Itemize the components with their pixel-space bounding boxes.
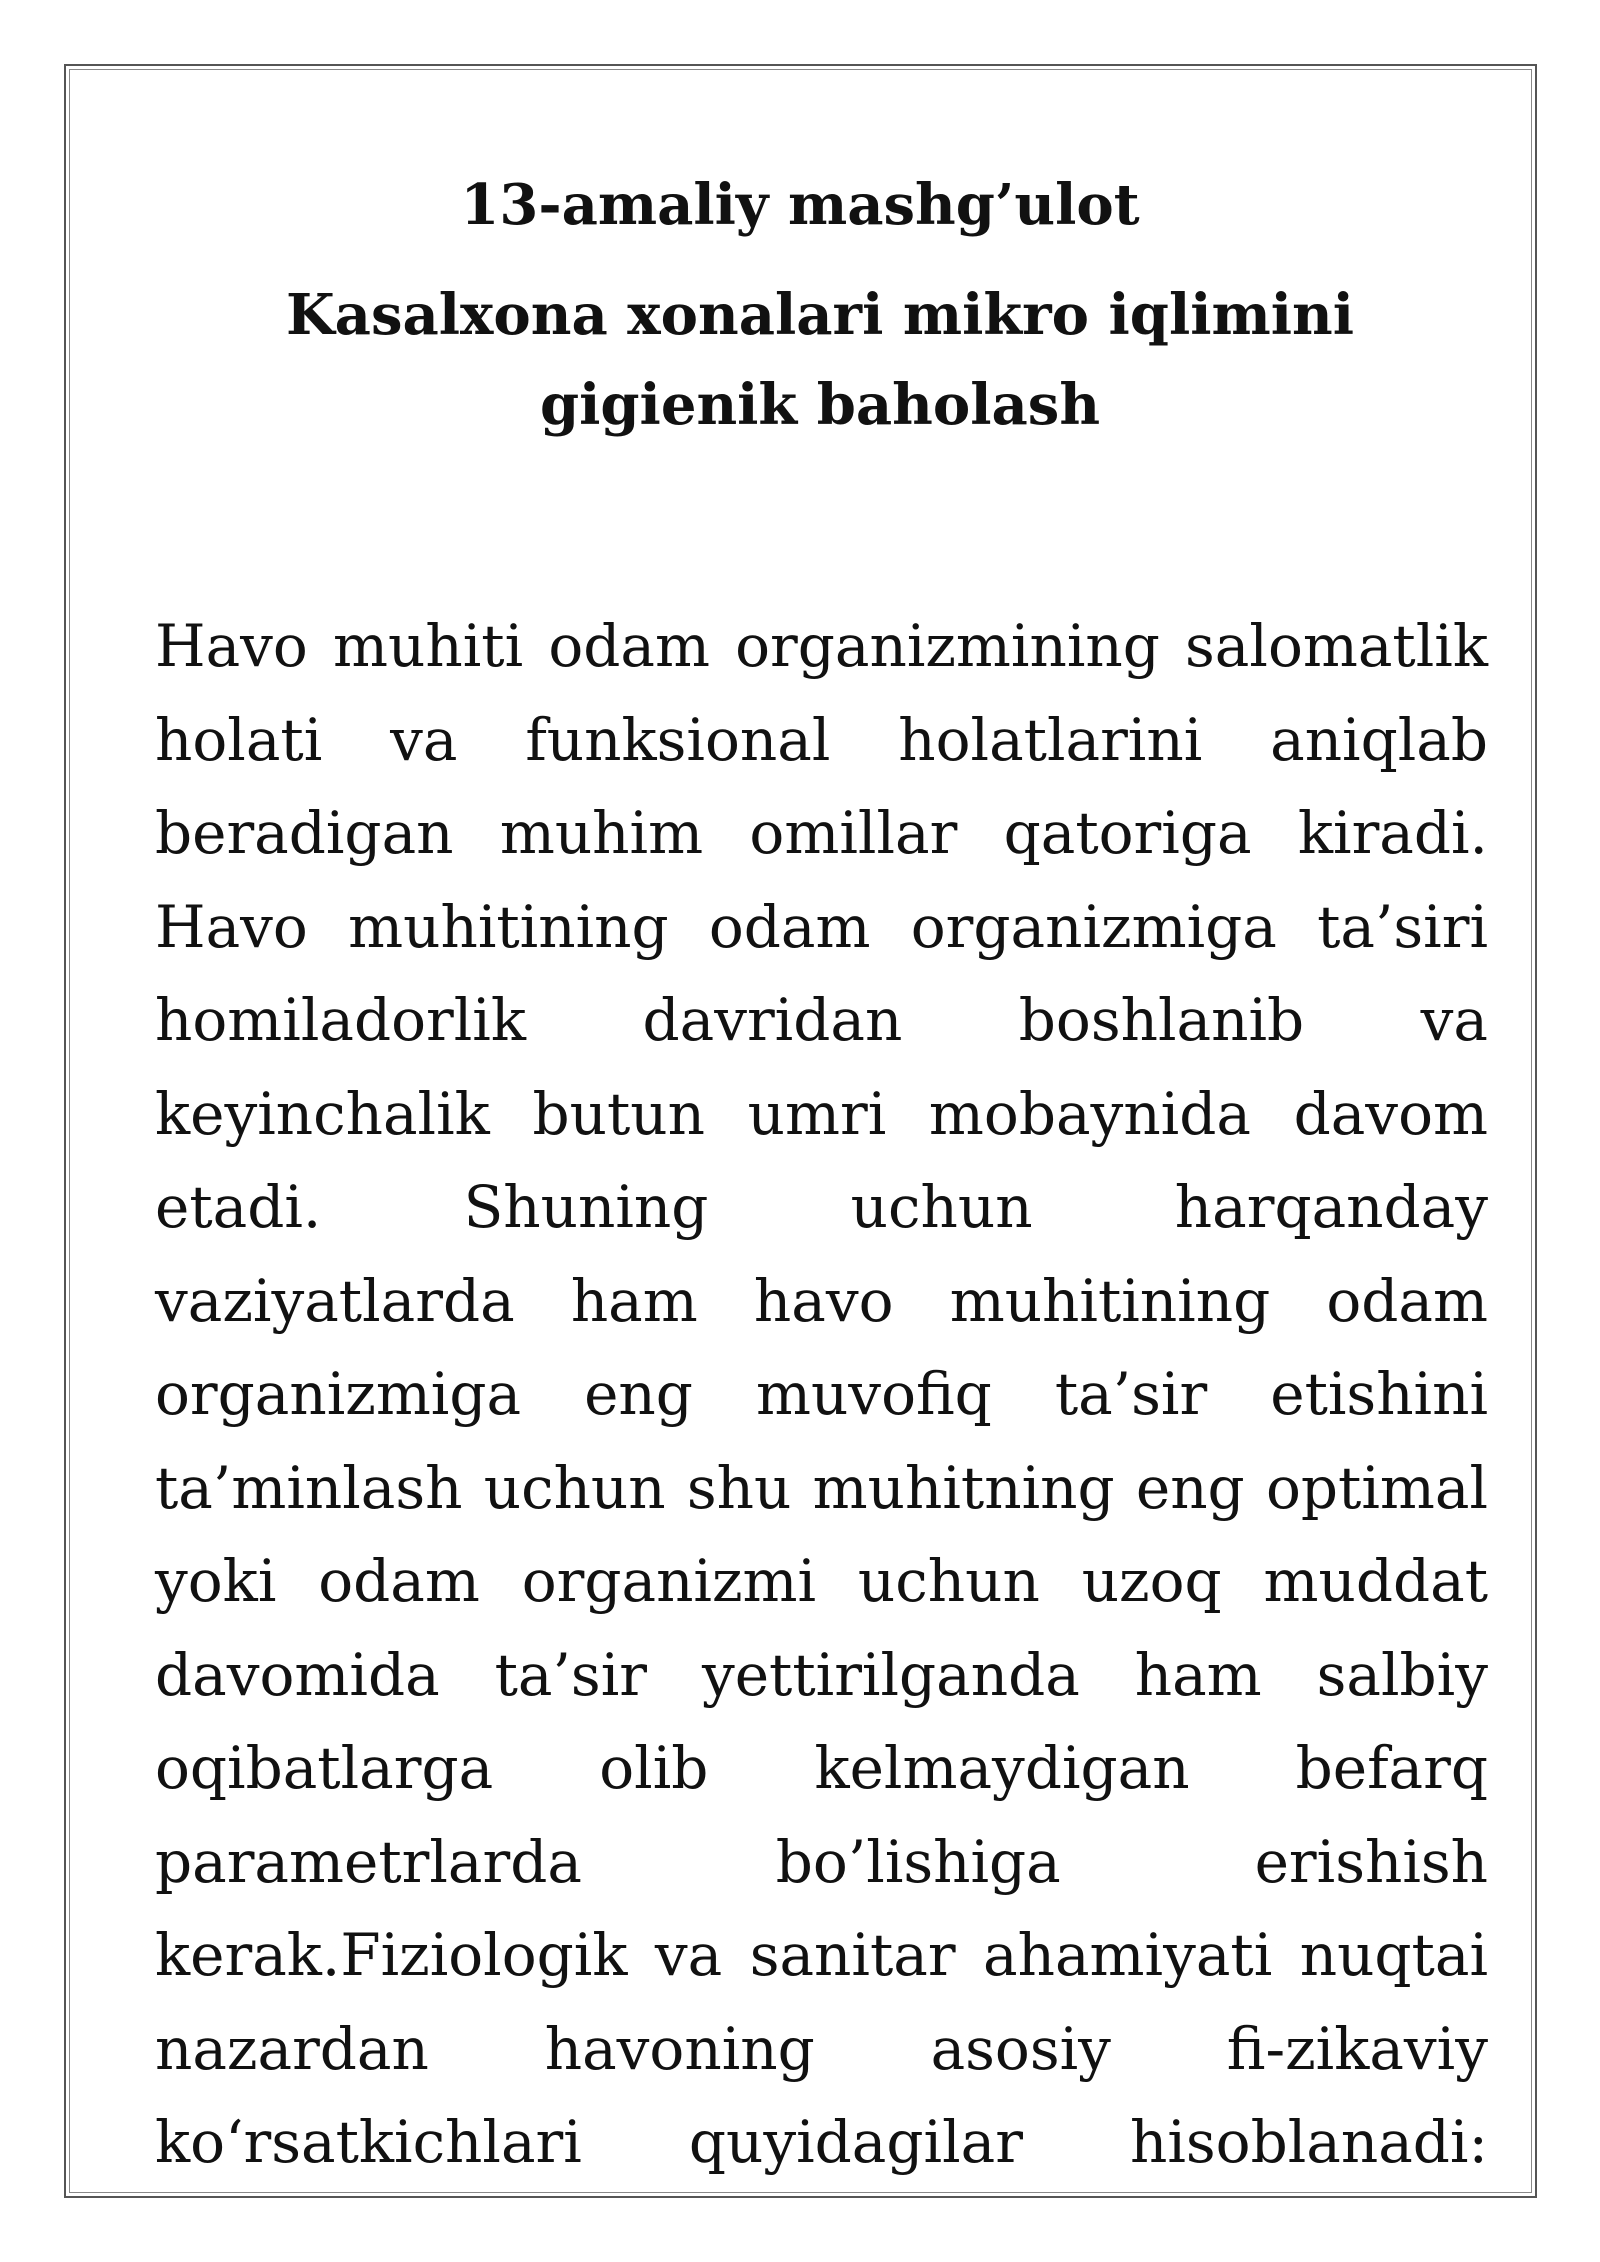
topic-title: Kasalxona xonalari mikro iqlimini gigienik baholash <box>285 282 1355 438</box>
lesson-title: 13-amaliy mashg’ulot <box>460 172 1140 238</box>
body-paragraph: Havo muhiti odam organizmining salomatlik holati va funksional holatlarini aniqlab beradigan muhim omillar qatoriga kiradi. Havo muhitining odam organizmiga ta’siri homiladorlik davridan boshlanib va keyinchalik butun umri mobaynida davom etadi. Shuning uchun harqanday vaziyatlarda ham havo muhitining odam organizmiga eng muvofiq ta’sir etishini ta’minlash uchun shu muhitning eng optimal yoki odam organizmi uchun uzoq muddat davomida ta’sir yettirilganda ham salbiy oqibatlarga olib kelmaydigan befarq parametrlarda bo’lishiga erishish kerak.Fiziologik va sanitar ahamiyati nuqtai nazardan havoning asosiy fi-zikaviy ko‘rsatkichlari quyidagilar hisoblanadi: <box>155 612 1488 2176</box>
